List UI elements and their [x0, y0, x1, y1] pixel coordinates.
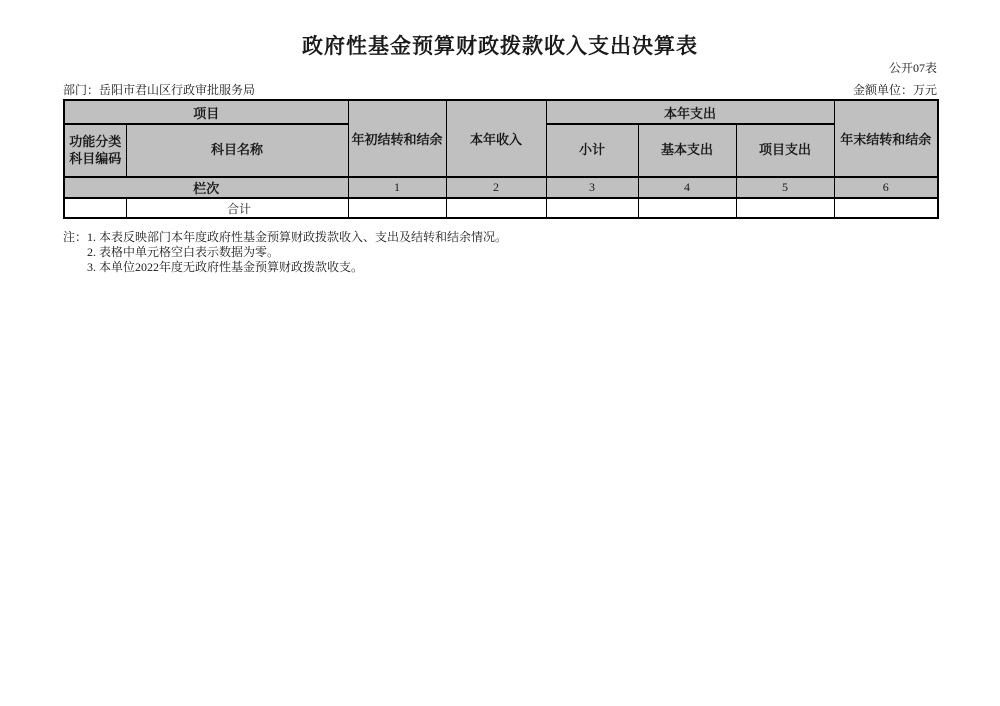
header-subject-name: 科目名称	[126, 124, 348, 177]
column-index-5: 5	[736, 177, 834, 198]
cell-basic-expense	[638, 198, 736, 218]
decision-table	[63, 99, 939, 219]
cell-project-expense	[736, 198, 834, 218]
notes-label: 注：	[63, 230, 88, 244]
cell-year-income	[446, 198, 546, 218]
cell-subtotal	[546, 198, 638, 218]
meta-line	[63, 83, 937, 98]
header-func-code-line2: 科目编码	[69, 150, 122, 166]
notes-items	[87, 230, 507, 275]
cell-begin-balance	[348, 198, 446, 218]
header-begin-balance: 年初结转和结余	[348, 100, 446, 177]
column-index-3: 3	[546, 177, 638, 198]
table-code: 公开07表	[888, 61, 937, 75]
column-index-2: 2	[446, 177, 546, 198]
column-index-4: 4	[638, 177, 736, 198]
page-title: 政府性基金预算财政拨款收入支出决算表	[302, 34, 698, 58]
notes-block	[63, 230, 937, 275]
cell-func-code	[64, 198, 126, 218]
column-index-row	[64, 177, 938, 198]
table-row-total	[64, 198, 938, 218]
column-index-1: 1	[348, 177, 446, 198]
header-subtotal: 小计	[546, 124, 638, 177]
header-year-expense-group: 本年支出	[546, 100, 834, 124]
header-basic-expense: 基本支出	[638, 124, 736, 177]
header-year-income: 本年收入	[446, 100, 546, 177]
cell-end-balance	[834, 198, 938, 218]
column-index-label: 栏次	[64, 177, 348, 198]
note-item-2: 2. 表格中单元格空白表示数据为零。	[87, 245, 280, 259]
header-func-code-line1: 功能分类	[69, 133, 122, 149]
header-func-code	[64, 124, 126, 177]
cell-subject-name: 合计	[126, 198, 348, 218]
header-end-balance: 年末结转和结余	[834, 100, 938, 177]
header-project-group: 项目	[64, 100, 348, 124]
note-item-1: 1. 本表反映部门本年度政府性基金预算财政拨款收入、支出及结转和结余情况。	[87, 230, 508, 244]
department-label: 部门：岳阳市君山区行政审批服务局	[63, 83, 256, 97]
note-item-3: 3. 本单位2022年度无政府性基金预算财政拨款收支。	[87, 260, 364, 274]
column-index-6: 6	[834, 177, 938, 198]
table-header-row-1	[64, 100, 938, 124]
unit-label: 金额单位：万元	[852, 83, 937, 97]
header-project-expense: 项目支出	[736, 124, 834, 177]
